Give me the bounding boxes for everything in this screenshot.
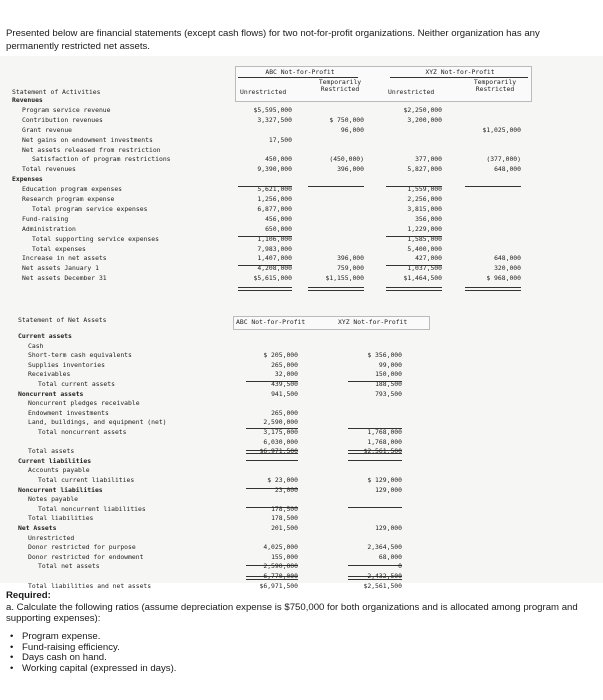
row-value: 5,827,000: [407, 165, 442, 174]
position-xyz-header: XYZ Not-for-Profit: [338, 318, 408, 326]
row-value: 17,500: [268, 135, 292, 144]
list-item: • Days cash on hand.: [8, 653, 176, 664]
row-value: 648,000: [494, 165, 521, 174]
row-value: $6,971,500: [259, 447, 298, 456]
list-item: • Program expense.: [8, 632, 176, 643]
row-value: 0: [398, 562, 402, 571]
row-label: Revenues: [12, 96, 43, 104]
total-rule: [465, 186, 521, 187]
row-label: Total supporting service expenses: [32, 234, 159, 243]
position-abc-header: ABC Not-for-Profit: [236, 318, 306, 326]
row-value: 2,432,500: [367, 572, 402, 580]
row-value: 2,256,000: [407, 195, 442, 203]
row-label: Donor restricted for endowment: [28, 552, 144, 561]
row-value: 1,037,500: [407, 264, 442, 273]
required-text: a. Calculate the following ratios (assume depreciation expense is $750,000 for both organizations and is allocated among program and supporting expenses):: [6, 601, 578, 624]
row-label: Total liabilities: [28, 514, 94, 523]
row-value: 648,000: [494, 254, 521, 263]
row-label: Contribution revenues: [22, 115, 103, 124]
row-value: $2,561,500: [363, 581, 402, 590]
row-value: 396,000: [337, 254, 364, 263]
row-value: 178,500: [271, 504, 298, 513]
row-label: Net assets released from restriction: [22, 145, 161, 154]
grand-total-rule: [238, 287, 292, 291]
row-label: Net gains on endowment investments: [22, 135, 153, 144]
row-value: 178,500: [271, 514, 298, 523]
row-value: 1,229,000: [407, 224, 442, 233]
row-value: 1,559,000: [407, 185, 442, 194]
row-value: 9,390,000: [257, 165, 292, 174]
row-label: Receivables: [28, 370, 71, 379]
row-value: 5,400,000: [407, 244, 442, 253]
col-temp-abc: Temporarily Restricted: [318, 78, 362, 93]
row-value: 99,000: [378, 360, 402, 369]
row-value: 7,983,000: [257, 244, 292, 253]
row-value: $ 356,000: [367, 351, 402, 360]
row-label: Total current assets: [38, 380, 115, 388]
list-item: • Fund-raising efficiency.: [8, 643, 176, 654]
row-label: Total assets: [28, 447, 75, 456]
row-label: Education program expenses: [22, 185, 123, 194]
list-item: • Working capital (expressed in days).: [8, 664, 176, 675]
required-block: [6, 590, 596, 625]
row-value: 427,000: [415, 254, 442, 263]
row-value: $1,155,000: [325, 274, 364, 283]
row-value: $ 205,000: [263, 351, 298, 360]
row-value: 1,768,000: [367, 437, 402, 446]
row-label: Total noncurrent assets: [38, 428, 127, 436]
row-value: 6,030,000: [263, 437, 298, 446]
row-label: Current liabilities: [18, 456, 92, 465]
row-value: 6,877,000: [257, 204, 292, 213]
row-label: Short-term cash equivalents: [28, 351, 132, 360]
row-label: Expenses: [12, 175, 43, 184]
row-value: 265,000: [271, 360, 298, 369]
row-label: Total current liabilities: [38, 476, 135, 484]
row-value: 5,621,000: [257, 185, 292, 194]
activities-title: Statement of Activities: [12, 88, 101, 96]
row-value: $6,971,500: [259, 581, 298, 590]
row-label: Total program service expenses: [32, 204, 148, 213]
row-label: Donor restricted for purpose: [28, 543, 136, 552]
row-value: 2,364,500: [367, 543, 402, 552]
row-value: $5,595,000: [253, 105, 292, 114]
row-label: Fund-raising: [22, 214, 69, 223]
row-value: 3,200,000: [407, 115, 442, 124]
row-label: Increase in net assets: [22, 254, 107, 263]
row-value: 320,000: [494, 264, 521, 273]
total-rule: [238, 265, 292, 266]
financial-statements-image: [0, 56, 603, 590]
row-label: Noncurrent pledges receivable: [28, 399, 140, 408]
total-rule: [386, 186, 442, 187]
row-value: $ 23,000: [267, 476, 298, 484]
row-label: Current assets: [18, 332, 72, 340]
total-rule: [348, 507, 402, 508]
row-value: 129,000: [375, 485, 402, 494]
ratio-list: [8, 632, 176, 674]
row-label: Accounts payable: [28, 466, 90, 475]
row-value: $ 968,000: [486, 274, 521, 283]
row-value: 1,768,000: [367, 428, 402, 436]
row-value: 201,500: [271, 524, 298, 532]
row-value: 129,000: [375, 524, 402, 532]
row-label: Total liabilities and net assets: [28, 581, 152, 590]
row-value: 4,208,000: [257, 264, 292, 273]
row-value: 4,025,000: [263, 543, 298, 552]
row-value: $2,561,500: [363, 447, 402, 456]
row-label: Noncurrent liabilities: [18, 485, 103, 494]
row-label: Administration: [22, 224, 76, 233]
total-rule: [238, 236, 292, 237]
row-value: 1,585,000: [407, 234, 442, 243]
xyz-header: XYZ Not-for-Profit: [425, 68, 495, 76]
row-label: Total net assets: [38, 562, 100, 571]
total-rule: [246, 460, 298, 461]
row-label: Net assets January 1: [22, 264, 99, 273]
row-value: 68,000: [378, 552, 402, 561]
row-value: 941,500: [271, 389, 298, 398]
total-rule: [348, 460, 402, 461]
row-value: $2,250,000: [403, 105, 442, 114]
row-value: 759,000: [337, 264, 364, 273]
row-value: 3,175,000: [263, 428, 298, 436]
position-title: Statement of Net Assets: [18, 316, 107, 324]
abc-header: ABC Not-for-Profit: [265, 68, 335, 76]
row-value: 23,000: [274, 485, 298, 494]
grand-total-rule: [308, 287, 364, 291]
row-value: 1,407,000: [257, 254, 292, 263]
row-value: $ 750,000: [329, 115, 364, 124]
row-value: 650,000: [265, 224, 292, 233]
row-value: $ 129,000: [367, 476, 402, 484]
row-value: $1,025,000: [482, 125, 521, 134]
row-label: Unrestricted: [28, 533, 75, 542]
row-label: Total noncurrent liabilities: [38, 504, 146, 513]
row-label: Cash: [28, 341, 44, 350]
total-rule: [308, 186, 364, 187]
total-rule: [238, 186, 292, 187]
row-value: $5,615,000: [253, 274, 292, 283]
row-value: 265,000: [271, 408, 298, 417]
row-value: 356,000: [415, 214, 442, 223]
row-value: 396,000: [337, 165, 364, 174]
intro-paragraph: Presented below are financial statements (except cash flows) for two not-for-profit organizations. Neither organization has any permanently restricted net assets.: [6, 28, 540, 52]
row-value: 3,327,500: [257, 115, 292, 124]
col-temp-xyz: Temporarily Restricted: [473, 78, 517, 93]
row-value: 6,770,000: [263, 572, 298, 580]
row-value: $1,464,500: [403, 274, 442, 283]
row-label: Total revenues: [22, 165, 76, 174]
col-unrestricted-abc: Unrestricted: [240, 88, 287, 96]
row-value: 96,000: [340, 125, 364, 134]
row-value: 793,500: [375, 389, 402, 398]
row-value: 155,000: [271, 552, 298, 561]
row-value: 450,000: [265, 155, 292, 164]
row-label: Program service revenue: [22, 105, 111, 114]
row-label: Noncurrent assets: [18, 389, 84, 398]
row-label: Notes payable: [28, 495, 79, 504]
col-unrestricted-xyz: Unrestricted: [388, 88, 435, 96]
row-value: 32,000: [274, 370, 298, 379]
row-value: 150,000: [375, 370, 402, 379]
row-label: Total expenses: [32, 244, 86, 253]
row-value: 3,815,000: [407, 204, 442, 213]
row-value: 456,000: [265, 214, 292, 223]
total-rule: [386, 236, 442, 237]
row-label: Net Assets: [18, 524, 57, 532]
grand-total-rule: [386, 287, 442, 291]
row-label: Grant revenue: [22, 125, 73, 134]
row-value: 439,500: [271, 380, 298, 388]
row-label: Net assets December 31: [22, 274, 107, 283]
row-label: Research program expense: [22, 195, 115, 203]
row-value: 377,000: [415, 155, 442, 164]
total-rule: [386, 265, 442, 266]
row-label: Satisfaction of program restrictions: [32, 155, 171, 164]
row-value: 2,590,000: [263, 418, 298, 427]
row-label: Endowment investments: [28, 408, 109, 417]
required-heading: Required:: [6, 590, 51, 601]
row-value: 2,590,000: [263, 562, 298, 571]
grand-total-rule: [465, 287, 521, 291]
row-label: Supplies inventories: [28, 360, 105, 369]
row-value: 188,500: [375, 380, 402, 388]
row-value: (450,000): [329, 155, 364, 164]
row-value: 1,106,000: [257, 234, 292, 243]
row-value: 1,256,000: [257, 195, 292, 203]
row-value: (377,000): [486, 155, 521, 164]
row-label: Land, buildings, and equipment (net): [28, 418, 167, 427]
